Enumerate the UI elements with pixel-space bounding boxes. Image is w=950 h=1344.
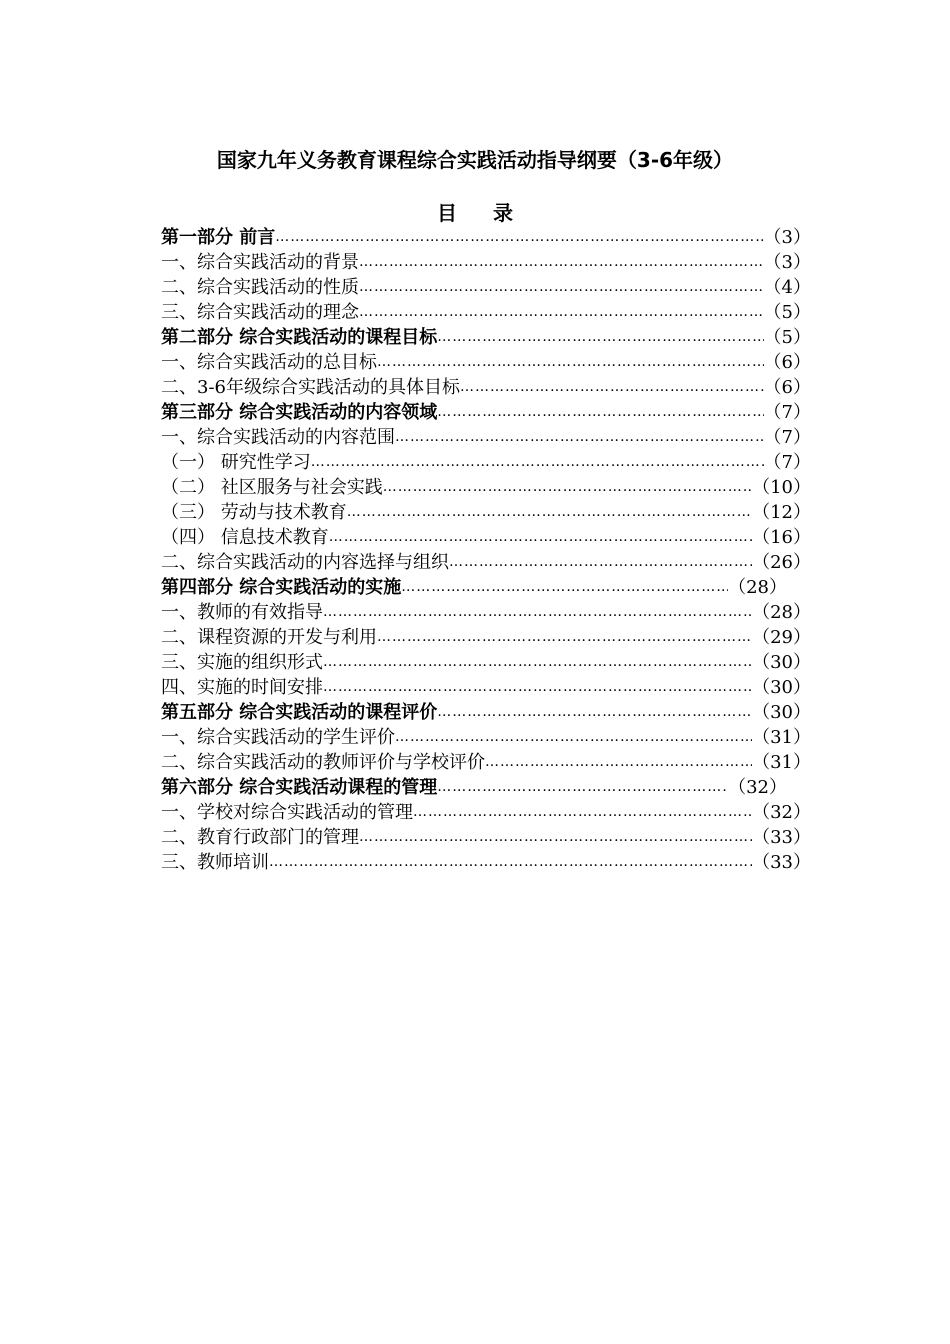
toc-dot-leader [449,550,752,575]
toc-entry[interactable] [161,750,811,775]
toc-entry[interactable] [161,775,811,800]
toc-dot-leader [437,775,728,800]
toc-entry[interactable] [161,275,811,300]
toc-dot-leader [359,825,752,850]
toc-entry[interactable] [161,225,811,250]
toc-entry[interactable] [161,325,811,350]
toc-entry-title: 二、综合实践活动的性质 [161,277,359,298]
toc-entry[interactable] [161,850,811,875]
toc-entry-title: 一、综合实践活动的学生评价 [161,727,395,748]
toc-dot-leader [347,500,752,525]
toc-dot-leader [323,675,752,700]
toc-entry-page: （7） [763,427,811,448]
toc-entry[interactable] [161,475,811,500]
toc-dot-leader [269,850,752,875]
toc-dot-leader [395,725,752,750]
toc-entry[interactable] [161,375,811,400]
toc-dot-leader [401,575,728,600]
toc-entry-title: （一） 研究性学习 [161,452,311,473]
toc-entry-page: （7） [763,452,811,473]
toc-entry-title: 第六部分 综合实践活动课程的管理 [161,777,438,798]
toc-entry-page: （4） [763,277,811,298]
toc-dot-leader [311,450,764,475]
toc-dot-leader [377,625,752,650]
toc-dot-leader [413,800,752,825]
toc-dot-leader [329,525,752,550]
toc-dot-leader [377,350,764,375]
toc-entry-title: 三、实施的组织形式 [161,652,323,673]
toc-dot-leader [437,325,763,350]
toc-dot-leader [359,275,764,300]
toc-entry-page: （29） [752,627,811,648]
toc-entry[interactable] [161,625,811,650]
toc-entry-title: 二、3-6年级综合实践活动的具体目标 [161,377,460,398]
toc-entry[interactable] [161,500,811,525]
toc-entry-title: 第一部分 前言 [161,227,276,248]
toc-entry[interactable] [161,450,811,475]
toc-entry[interactable] [161,675,811,700]
toc-entry[interactable] [161,575,811,600]
toc-entry-page: （6） [763,352,811,373]
toc-dot-leader [437,700,752,725]
toc-dot-leader [323,650,752,675]
toc-entry-page: （12） [752,502,811,523]
toc-entry-page: （31） [752,752,811,773]
toc-entry-page: （30） [752,702,811,723]
toc-entry-page: （6） [763,377,811,398]
toc-entry[interactable] [161,525,811,550]
toc-entry-page: （28） [752,602,811,623]
toc-entry-title: （四） 信息技术教育 [161,527,329,548]
toc-entry-title: 第三部分 综合实践活动的内容领域 [161,402,438,423]
toc-entry-title: 三、综合实践活动的理念 [161,302,359,323]
document-title: 国家九年义务教育课程综合实践活动指导纲要（3-6年级） [216,148,734,172]
toc-entry-page: （7） [763,402,811,423]
toc-entry[interactable] [161,650,811,675]
toc-entry-title: （二） 社区服务与社会实践 [161,477,383,498]
toc-entry-page: （3） [763,252,811,273]
toc-entry-title: 四、实施的时间安排 [161,677,323,698]
toc-entry-page: （26） [752,552,811,573]
toc-entry[interactable] [161,425,811,450]
toc-entry-page: （30） [752,652,811,673]
toc-entry[interactable] [161,550,811,575]
toc-entry-page: （3） [763,227,811,248]
toc-entry-page: （32） [728,777,787,798]
toc-entry[interactable] [161,400,811,425]
toc-entry-title: 一、综合实践活动的背景 [161,252,359,273]
toc-entry-page: （16） [752,527,811,548]
toc-entry-title: 一、学校对综合实践活动的管理 [161,802,413,823]
toc-entry-title: 一、教师的有效指导 [161,602,323,623]
toc-entry-page: （5） [763,327,811,348]
toc-entry[interactable] [161,600,811,625]
toc-entry-title: 一、综合实践活动的内容范围 [161,427,395,448]
toc-dot-leader [437,400,763,425]
toc-entry-page: （32） [752,802,811,823]
toc-entry-page: （10） [752,477,811,498]
table-of-contents [161,225,811,875]
toc-entry-title: 第四部分 综合实践活动的实施 [161,577,402,598]
toc-entry-page: （31） [752,727,811,748]
toc-dot-leader [275,225,763,250]
toc-dot-leader [460,375,764,400]
toc-entry-title: （三） 劳动与技术教育 [161,502,347,523]
toc-entry-title: 第五部分 综合实践活动的课程评价 [161,702,438,723]
toc-entry-page: （28） [728,577,787,598]
toc-entry-page: （5） [763,302,811,323]
toc-dot-leader [383,475,752,500]
toc-dot-leader [395,425,764,450]
toc-entry-title: 二、综合实践活动的教师评价与学校评价 [161,752,485,773]
toc-entry-page: （30） [752,677,811,698]
toc-entry[interactable] [161,725,811,750]
toc-dot-leader [323,600,752,625]
toc-entry[interactable] [161,300,811,325]
toc-entry-page: （33） [752,827,811,848]
toc-entry-title: 三、教师培训 [161,852,269,873]
toc-dot-leader [359,250,764,275]
toc-dot-leader [485,750,752,775]
toc-entry[interactable] [161,825,811,850]
toc-heading: 目录 [437,201,549,225]
toc-entry[interactable] [161,700,811,725]
toc-entry-title: 第二部分 综合实践活动的课程目标 [161,327,438,348]
toc-entry-title: 二、综合实践活动的内容选择与组织 [161,552,449,573]
toc-entry[interactable] [161,250,811,275]
toc-dot-leader [359,300,764,325]
toc-entry-title: 一、综合实践活动的总目标 [161,352,377,373]
toc-entry[interactable] [161,350,811,375]
toc-entry-title: 二、课程资源的开发与利用 [161,627,377,648]
toc-entry-page: （33） [752,852,811,873]
toc-entry[interactable] [161,800,811,825]
toc-entry-title: 二、教育行政部门的管理 [161,827,359,848]
